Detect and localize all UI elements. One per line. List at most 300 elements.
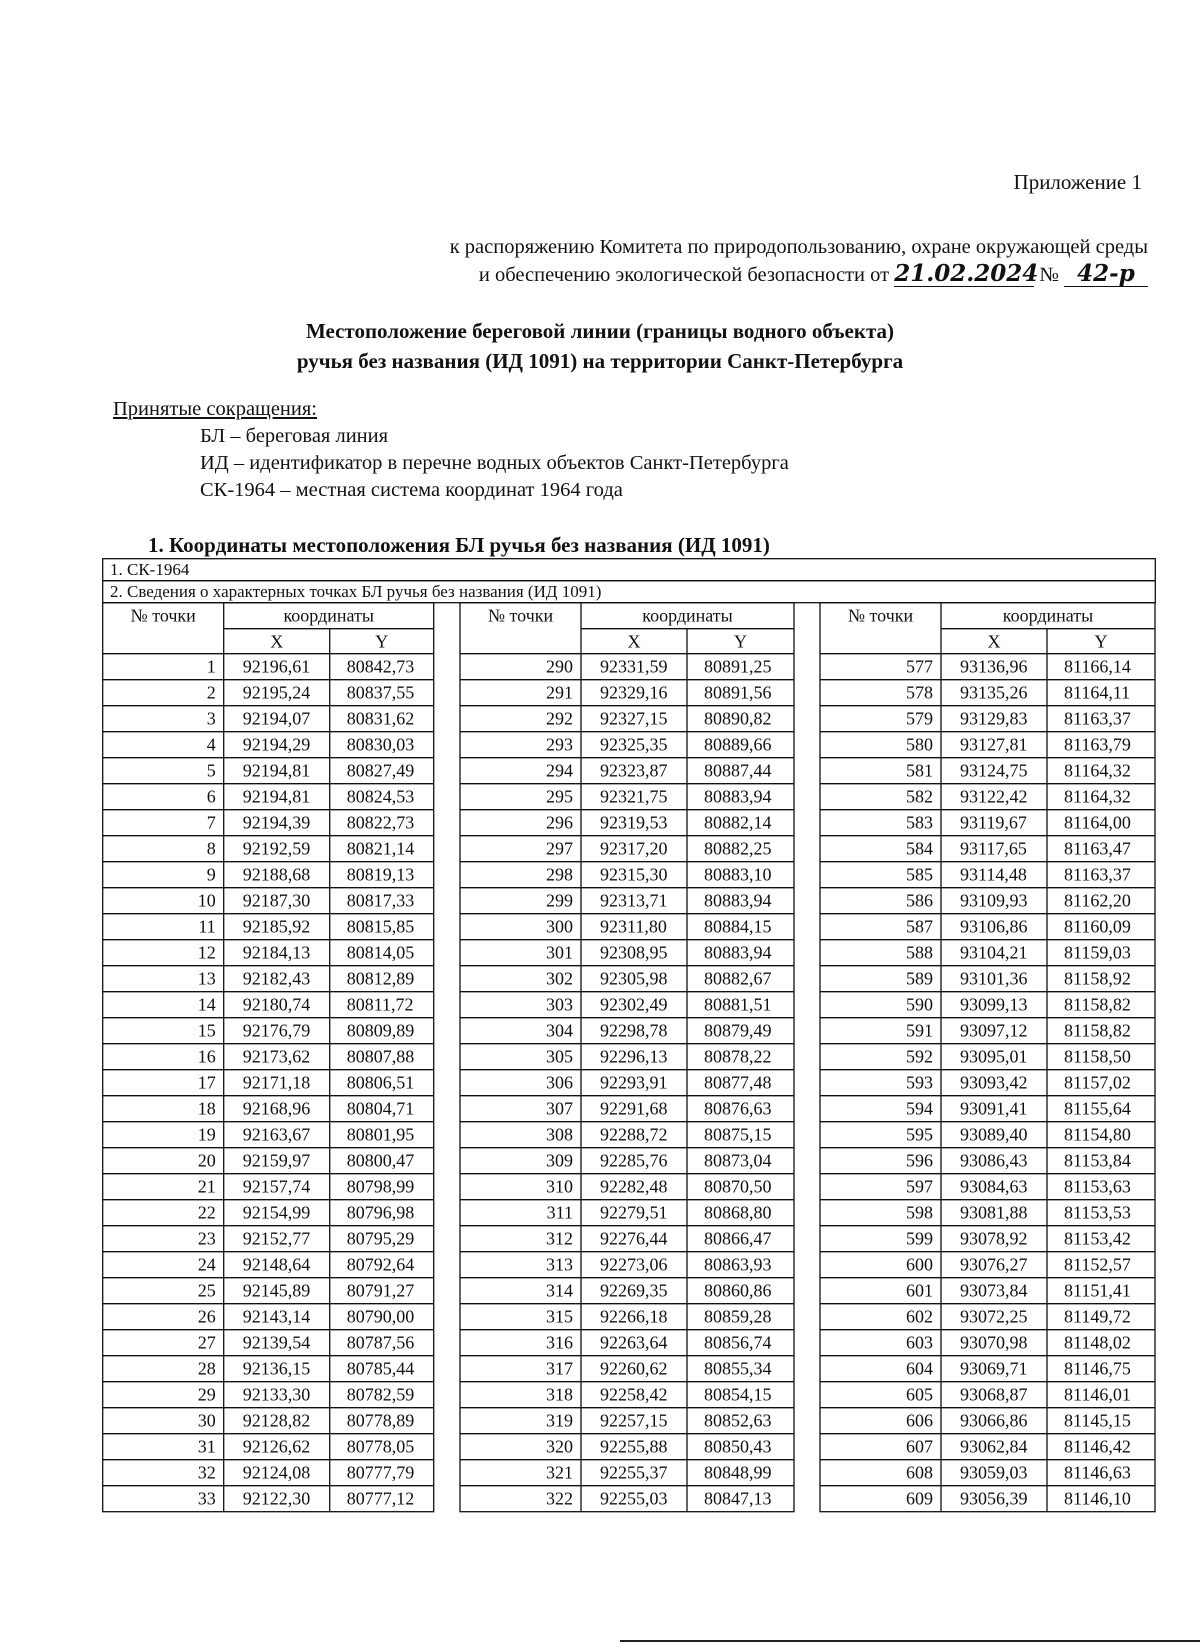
- cell-y-value: 81158,92: [1064, 968, 1131, 989]
- cell-x-value: 92143,14: [242, 1306, 311, 1327]
- cell-y-value: 80790,00: [346, 1306, 415, 1327]
- cell-y-value: 80875,15: [704, 1124, 772, 1145]
- cell-x-value: 92124,08: [242, 1462, 311, 1483]
- cell-point-number: 312: [546, 1228, 573, 1249]
- cell-y-value: 80791,27: [346, 1280, 415, 1301]
- cell-x-value: 92255,88: [600, 1436, 668, 1457]
- cell-point-number: 609: [906, 1488, 933, 1509]
- abbreviation-item: СК-1964 – местная система координат 1964 года: [200, 479, 623, 501]
- cell-y-value: 80795,29: [346, 1228, 415, 1249]
- cell-point-number: 309: [546, 1150, 573, 1171]
- cell-y-value: 80848,99: [704, 1462, 772, 1483]
- cell-x-value: 93095,01: [960, 1046, 1028, 1067]
- cell-x-value: 93109,93: [960, 890, 1028, 911]
- table-row-1-text: 1. СК-1964: [110, 560, 190, 579]
- cell-y-value: 80891,25: [704, 656, 772, 677]
- appendix-label: Приложение 1: [1013, 170, 1142, 194]
- cell-point-number: 594: [906, 1098, 933, 1119]
- cell-point-number: 4: [206, 734, 216, 755]
- cell-x-value: 92126,62: [242, 1436, 311, 1457]
- cell-point-number: 589: [906, 968, 933, 989]
- cell-y-value: 81146,75: [1064, 1358, 1131, 1379]
- cell-point-number: 22: [197, 1202, 216, 1223]
- cell-point-number: 28: [197, 1358, 216, 1379]
- cell-x-value: 93068,87: [960, 1384, 1028, 1405]
- cell-x-value: 93078,92: [960, 1228, 1028, 1249]
- cell-point-number: 299: [546, 890, 573, 911]
- cell-point-number: 597: [906, 1176, 933, 1197]
- cell-point-number: 601: [906, 1280, 933, 1301]
- page-edge-line: [620, 1640, 1200, 1642]
- cell-x-value: 92266,18: [600, 1306, 668, 1327]
- cell-point-number: 308: [546, 1124, 573, 1145]
- cell-x-value: 92329,16: [600, 682, 668, 703]
- abbreviations-heading: Принятые сокращения:: [113, 398, 317, 420]
- cell-y-value: 81154,80: [1064, 1124, 1131, 1145]
- cell-x-value: 92154,99: [242, 1202, 311, 1223]
- cell-point-number: 307: [546, 1098, 573, 1119]
- cell-y-value: 80801,95: [346, 1124, 415, 1145]
- cell-point-number: 578: [906, 682, 933, 703]
- cell-point-number: 608: [906, 1462, 933, 1483]
- cell-point-number: 588: [906, 942, 933, 963]
- cell-x-value: 93122,42: [960, 786, 1028, 807]
- cell-x-value: 92139,54: [242, 1332, 311, 1353]
- cell-x-value: 92122,30: [242, 1488, 311, 1509]
- order-reference: [0, 233, 1148, 289]
- cell-x-value: 92305,98: [600, 968, 668, 989]
- cell-y-value: 80792,64: [346, 1254, 415, 1275]
- cell-x-value: 92269,35: [600, 1280, 668, 1301]
- cell-y-value: 80883,94: [704, 890, 772, 911]
- cell-point-number: 581: [906, 760, 933, 781]
- cell-y-value: 81146,63: [1064, 1462, 1131, 1483]
- cell-x-value: 92288,72: [600, 1124, 668, 1145]
- cell-point-number: 1: [206, 656, 216, 677]
- cell-point-number: 291: [546, 682, 573, 703]
- header-x: X: [987, 631, 1001, 652]
- cell-x-value: 93099,13: [960, 994, 1028, 1015]
- cell-y-value: 80883,94: [704, 786, 772, 807]
- cell-x-value: 92257,15: [600, 1410, 668, 1431]
- cell-x-value: 92187,30: [242, 890, 311, 911]
- cell-y-value: 81163,47: [1064, 838, 1131, 859]
- cell-x-value: 92321,75: [600, 786, 668, 807]
- cell-y-value: 81164,32: [1064, 760, 1131, 781]
- cell-y-value: 80811,72: [346, 994, 414, 1015]
- cell-point-number: 303: [546, 994, 573, 1015]
- cell-y-value: 80787,56: [346, 1332, 415, 1353]
- cell-y-value: 81158,82: [1064, 994, 1131, 1015]
- cell-y-value: 80778,05: [346, 1436, 415, 1457]
- cell-y-value: 81163,79: [1064, 734, 1131, 755]
- cell-point-number: 14: [197, 994, 216, 1015]
- cell-point-number: 7: [206, 812, 216, 833]
- cell-y-value: 80884,15: [704, 916, 772, 937]
- cell-x-value: 93101,36: [960, 968, 1028, 989]
- cell-x-value: 93127,81: [960, 734, 1028, 755]
- cell-point-number: 579: [906, 708, 933, 729]
- cell-y-value: 81153,63: [1064, 1176, 1131, 1197]
- cell-y-value: 81163,37: [1064, 708, 1131, 729]
- cell-point-number: 600: [906, 1254, 933, 1275]
- header-point-number: № точки: [847, 605, 914, 626]
- cell-y-value: 81155,64: [1064, 1098, 1131, 1119]
- cell-point-number: 602: [906, 1306, 933, 1327]
- cell-point-number: 603: [906, 1332, 933, 1353]
- cell-x-value: 93097,12: [960, 1020, 1028, 1041]
- cell-y-value: 81153,53: [1064, 1202, 1131, 1223]
- cell-y-value: 80879,49: [704, 1020, 772, 1041]
- cell-y-value: 80815,85: [346, 916, 415, 937]
- cell-x-value: 92157,74: [242, 1176, 311, 1197]
- cell-y-value: 80831,62: [346, 708, 415, 729]
- cell-y-value: 80852,63: [704, 1410, 772, 1431]
- cell-y-value: 80881,51: [704, 994, 772, 1015]
- cell-y-value: 81158,82: [1064, 1020, 1131, 1041]
- cell-point-number: 584: [906, 838, 933, 859]
- order-reference-text: и обеспечению экологической безопасности от: [478, 264, 890, 286]
- cell-point-number: 18: [197, 1098, 216, 1119]
- cell-point-number: 293: [546, 734, 573, 755]
- cell-point-number: 321: [546, 1462, 573, 1483]
- cell-y-value: 80817,33: [346, 890, 415, 911]
- cell-x-value: 92194,81: [242, 760, 311, 781]
- cell-x-value: 93135,26: [960, 682, 1028, 703]
- cell-x-value: 92273,06: [600, 1254, 668, 1275]
- cell-point-number: 311: [546, 1202, 573, 1223]
- coordinates-table: [102, 558, 1156, 1528]
- cell-point-number: 294: [546, 760, 573, 781]
- cell-point-number: 596: [906, 1150, 933, 1171]
- cell-point-number: 29: [197, 1384, 216, 1405]
- cell-y-value: 80777,79: [346, 1462, 415, 1483]
- cell-y-value: 80889,66: [704, 734, 772, 755]
- cell-y-value: 81164,00: [1064, 812, 1131, 833]
- cell-y-value: 80877,48: [704, 1072, 772, 1093]
- abbreviation-item: ИД – идентификатор в перечне водных объектов Санкт-Петербурга: [200, 452, 789, 474]
- cell-point-number: 322: [546, 1488, 573, 1509]
- cell-y-value: 80882,14: [704, 812, 772, 833]
- cell-x-value: 93066,86: [960, 1410, 1028, 1431]
- title-line1: Местоположение береговой линии (границы водного объекта): [305, 319, 895, 343]
- cell-x-value: 92188,68: [242, 864, 311, 885]
- cell-point-number: 606: [906, 1410, 933, 1431]
- cell-point-number: 30: [197, 1410, 216, 1431]
- cell-y-value: 80830,03: [346, 734, 415, 755]
- cell-point-number: 301: [546, 942, 573, 963]
- cell-x-value: 92136,15: [242, 1358, 311, 1379]
- cell-x-value: 93069,71: [960, 1358, 1028, 1379]
- cell-y-value: 80809,89: [346, 1020, 415, 1041]
- cell-y-value: 81152,57: [1064, 1254, 1131, 1275]
- cell-point-number: 5: [206, 760, 216, 781]
- cell-y-value: 80785,44: [346, 1358, 415, 1379]
- cell-y-value: 80856,74: [704, 1332, 772, 1353]
- cell-x-value: 93129,83: [960, 708, 1028, 729]
- cell-y-value: 80887,44: [704, 760, 772, 781]
- number-sign: №: [1039, 264, 1059, 286]
- cell-point-number: 310: [546, 1176, 573, 1197]
- order-date-handwritten: 21.02.2024: [894, 260, 1039, 287]
- cell-x-value: 93059,03: [960, 1462, 1028, 1483]
- cell-x-value: 92148,64: [242, 1254, 311, 1275]
- cell-y-value: 80800,47: [346, 1150, 415, 1171]
- cell-x-value: 92308,95: [600, 942, 668, 963]
- cell-point-number: 319: [546, 1410, 573, 1431]
- section-title: 1. Координаты местоположения БЛ ручья без названия (ИД 1091): [148, 533, 770, 557]
- document-title: [0, 316, 1200, 376]
- cell-x-value: 92185,92: [242, 916, 311, 937]
- cell-x-value: 92196,61: [242, 656, 311, 677]
- cell-y-value: 80806,51: [346, 1072, 415, 1093]
- cell-x-value: 92128,82: [242, 1410, 311, 1431]
- cell-y-value: 80878,22: [704, 1046, 772, 1067]
- cell-y-value: 80778,89: [346, 1410, 415, 1431]
- cell-y-value: 81153,42: [1064, 1228, 1131, 1249]
- header-coordinates: координаты: [283, 605, 374, 626]
- cell-point-number: 302: [546, 968, 573, 989]
- cell-point-number: 32: [197, 1462, 216, 1483]
- cell-point-number: 587: [906, 916, 933, 937]
- cell-x-value: 93089,40: [960, 1124, 1028, 1145]
- cell-y-value: 80890,82: [704, 708, 772, 729]
- cell-point-number: 305: [546, 1046, 573, 1067]
- cell-point-number: 23: [197, 1228, 216, 1249]
- cell-x-value: 92194,29: [242, 734, 311, 755]
- abbreviation-item: БЛ – береговая линия: [200, 425, 389, 447]
- cell-point-number: 2: [206, 682, 216, 703]
- cell-x-value: 93114,48: [960, 864, 1027, 885]
- cell-y-value: 80842,73: [346, 656, 415, 677]
- header-point-number: № точки: [487, 605, 554, 626]
- cell-y-value: 80812,89: [346, 968, 415, 989]
- cell-point-number: 605: [906, 1384, 933, 1405]
- cell-point-number: 297: [546, 838, 573, 859]
- cell-point-number: 9: [206, 864, 216, 885]
- cell-y-value: 80821,14: [346, 838, 415, 859]
- cell-point-number: 20: [197, 1150, 216, 1171]
- cell-x-value: 92302,49: [600, 994, 668, 1015]
- cell-x-value: 93072,25: [960, 1306, 1028, 1327]
- cell-point-number: 595: [906, 1124, 933, 1145]
- cell-y-value: 81146,10: [1064, 1488, 1131, 1509]
- cell-x-value: 92159,97: [242, 1150, 311, 1171]
- cell-y-value: 81145,15: [1064, 1410, 1131, 1431]
- cell-x-value: 92319,53: [600, 812, 668, 833]
- cell-point-number: 577: [906, 656, 933, 677]
- header-point-number: № точки: [130, 605, 196, 626]
- cell-y-value: 80796,98: [346, 1202, 415, 1223]
- cell-point-number: 292: [546, 708, 573, 729]
- cell-point-number: 10: [197, 890, 216, 911]
- cell-x-value: 93076,27: [960, 1254, 1028, 1275]
- cell-point-number: 295: [546, 786, 573, 807]
- cell-point-number: 27: [197, 1332, 216, 1353]
- cell-point-number: 599: [906, 1228, 933, 1249]
- cell-point-number: 17: [197, 1072, 216, 1093]
- cell-x-value: 92194,07: [242, 708, 311, 729]
- cell-point-number: 290: [546, 656, 573, 677]
- cell-point-number: 11: [198, 916, 216, 937]
- cell-y-value: 80854,15: [704, 1384, 772, 1405]
- cell-x-value: 93124,75: [960, 760, 1028, 781]
- table-row-2-text: 2. Сведения о характерных точках БЛ ручья без названия (ИД 1091): [110, 582, 602, 601]
- cell-x-value: 93086,43: [960, 1150, 1028, 1171]
- cell-y-value: 80882,25: [704, 838, 772, 859]
- cell-x-value: 92279,51: [600, 1202, 668, 1223]
- cell-y-value: 80859,28: [704, 1306, 772, 1327]
- cell-point-number: 12: [197, 942, 216, 963]
- cell-point-number: 3: [206, 708, 216, 729]
- cell-point-number: 304: [546, 1020, 573, 1041]
- cell-point-number: 607: [906, 1436, 933, 1457]
- header-x: X: [270, 631, 284, 652]
- cell-point-number: 318: [546, 1384, 573, 1405]
- cell-point-number: 590: [906, 994, 933, 1015]
- cell-y-value: 81146,01: [1064, 1384, 1131, 1405]
- cell-point-number: 33: [197, 1488, 216, 1509]
- cell-y-value: 80824,53: [346, 786, 415, 807]
- cell-point-number: 16: [197, 1046, 216, 1067]
- cell-x-value: 92282,48: [600, 1176, 668, 1197]
- cell-point-number: 8: [206, 838, 216, 859]
- cell-x-value: 92145,89: [242, 1280, 311, 1301]
- cell-point-number: 585: [906, 864, 933, 885]
- cell-y-value: 80876,63: [704, 1098, 772, 1119]
- cell-point-number: 580: [906, 734, 933, 755]
- cell-y-value: 80855,34: [704, 1358, 772, 1379]
- cell-point-number: 586: [906, 890, 933, 911]
- cell-x-value: 93117,65: [960, 838, 1027, 859]
- cell-x-value: 92192,59: [242, 838, 311, 859]
- cell-x-value: 92195,24: [242, 682, 311, 703]
- cell-x-value: 92313,71: [600, 890, 668, 911]
- cell-point-number: 13: [197, 968, 216, 989]
- cell-y-value: 80883,94: [704, 942, 772, 963]
- cell-point-number: 593: [906, 1072, 933, 1093]
- cell-point-number: 592: [906, 1046, 933, 1067]
- cell-x-value: 93091,41: [960, 1098, 1028, 1119]
- cell-point-number: 317: [546, 1358, 573, 1379]
- cell-y-value: 80868,80: [704, 1202, 772, 1223]
- cell-point-number: 591: [906, 1020, 933, 1041]
- cell-y-value: 81166,14: [1064, 656, 1131, 677]
- header-coordinates: координаты: [642, 605, 733, 626]
- cell-x-value: 92152,77: [242, 1228, 311, 1249]
- cell-x-value: 93104,21: [960, 942, 1028, 963]
- cell-x-value: 93062,84: [960, 1436, 1028, 1457]
- cell-x-value: 93093,42: [960, 1072, 1028, 1093]
- title-line2: ручья без названия (ИД 1091) на территории Санкт-Петербурга: [296, 349, 904, 373]
- cell-x-value: 93084,63: [960, 1176, 1028, 1197]
- cell-y-value: 80798,99: [346, 1176, 415, 1197]
- order-reference-line2: [0, 261, 1148, 289]
- cell-x-value: 92317,20: [600, 838, 668, 859]
- table-row-1-border: [103, 559, 1156, 581]
- cell-point-number: 320: [546, 1436, 573, 1457]
- cell-y-value: 81157,02: [1064, 1072, 1131, 1093]
- cell-x-value: 92276,44: [600, 1228, 668, 1249]
- cell-point-number: 306: [546, 1072, 573, 1093]
- cell-x-value: 92311,80: [600, 916, 667, 937]
- cell-x-value: 93073,84: [960, 1280, 1028, 1301]
- cell-y-value: 80870,50: [704, 1176, 772, 1197]
- cell-x-value: 92325,35: [600, 734, 668, 755]
- cell-x-value: 92285,76: [600, 1150, 668, 1171]
- cell-x-value: 92255,37: [600, 1462, 668, 1483]
- header-y: Y: [1094, 631, 1108, 652]
- cell-x-value: 92133,30: [242, 1384, 311, 1405]
- cell-y-value: 80827,49: [346, 760, 415, 781]
- cell-y-value: 81149,72: [1064, 1306, 1131, 1327]
- cell-y-value: 81158,50: [1064, 1046, 1131, 1067]
- cell-point-number: 25: [197, 1280, 216, 1301]
- cell-y-value: 80814,05: [346, 942, 415, 963]
- cell-y-value: 80873,04: [704, 1150, 772, 1171]
- cell-point-number: 300: [546, 916, 573, 937]
- cell-x-value: 93119,67: [960, 812, 1027, 833]
- cell-x-value: 92184,13: [242, 942, 311, 963]
- cell-y-value: 81148,02: [1064, 1332, 1131, 1353]
- cell-y-value: 80847,13: [704, 1488, 772, 1509]
- cell-y-value: 80807,88: [346, 1046, 415, 1067]
- cell-point-number: 21: [197, 1176, 216, 1197]
- cell-x-value: 92194,39: [242, 812, 311, 833]
- cell-x-value: 92173,62: [242, 1046, 311, 1067]
- cell-point-number: 583: [906, 812, 933, 833]
- cell-y-value: 80819,13: [346, 864, 415, 885]
- cell-y-value: 81160,09: [1064, 916, 1131, 937]
- cell-x-value: 92331,59: [600, 656, 668, 677]
- cell-point-number: 582: [906, 786, 933, 807]
- cell-x-value: 93081,88: [960, 1202, 1028, 1223]
- cell-x-value: 92260,62: [600, 1358, 668, 1379]
- cell-x-value: 92171,18: [242, 1072, 311, 1093]
- cell-x-value: 92163,67: [242, 1124, 311, 1145]
- header-coordinates: координаты: [1002, 605, 1094, 626]
- order-number-handwritten: 42-р: [1064, 262, 1148, 287]
- cell-y-value: 80882,67: [704, 968, 772, 989]
- cell-x-value: 92323,87: [600, 760, 668, 781]
- cell-x-value: 92258,42: [600, 1384, 668, 1405]
- cell-x-value: 92168,96: [242, 1098, 311, 1119]
- cell-point-number: 26: [197, 1306, 216, 1327]
- cell-point-number: 6: [206, 786, 216, 807]
- cell-y-value: 81164,32: [1064, 786, 1131, 807]
- cell-x-value: 92263,64: [600, 1332, 668, 1353]
- cell-x-value: 92182,43: [242, 968, 311, 989]
- cell-y-value: 80777,12: [346, 1488, 415, 1509]
- cell-point-number: 24: [197, 1254, 216, 1275]
- cell-y-value: 81151,41: [1064, 1280, 1131, 1301]
- cell-point-number: 298: [546, 864, 573, 885]
- cell-y-value: 81146,42: [1064, 1436, 1131, 1457]
- cell-x-value: 93070,98: [960, 1332, 1028, 1353]
- cell-point-number: 315: [546, 1306, 573, 1327]
- header-y: Y: [375, 631, 389, 652]
- cell-y-value: 80850,43: [704, 1436, 772, 1457]
- cell-y-value: 80891,56: [704, 682, 772, 703]
- cell-x-value: 92327,15: [600, 708, 668, 729]
- cell-point-number: 313: [546, 1254, 573, 1275]
- header-x: X: [627, 631, 641, 652]
- cell-y-value: 80822,73: [346, 812, 415, 833]
- cell-y-value: 81164,11: [1064, 682, 1131, 703]
- header-y: Y: [734, 631, 747, 652]
- cell-point-number: 598: [906, 1202, 933, 1223]
- cell-point-number: 15: [197, 1020, 216, 1041]
